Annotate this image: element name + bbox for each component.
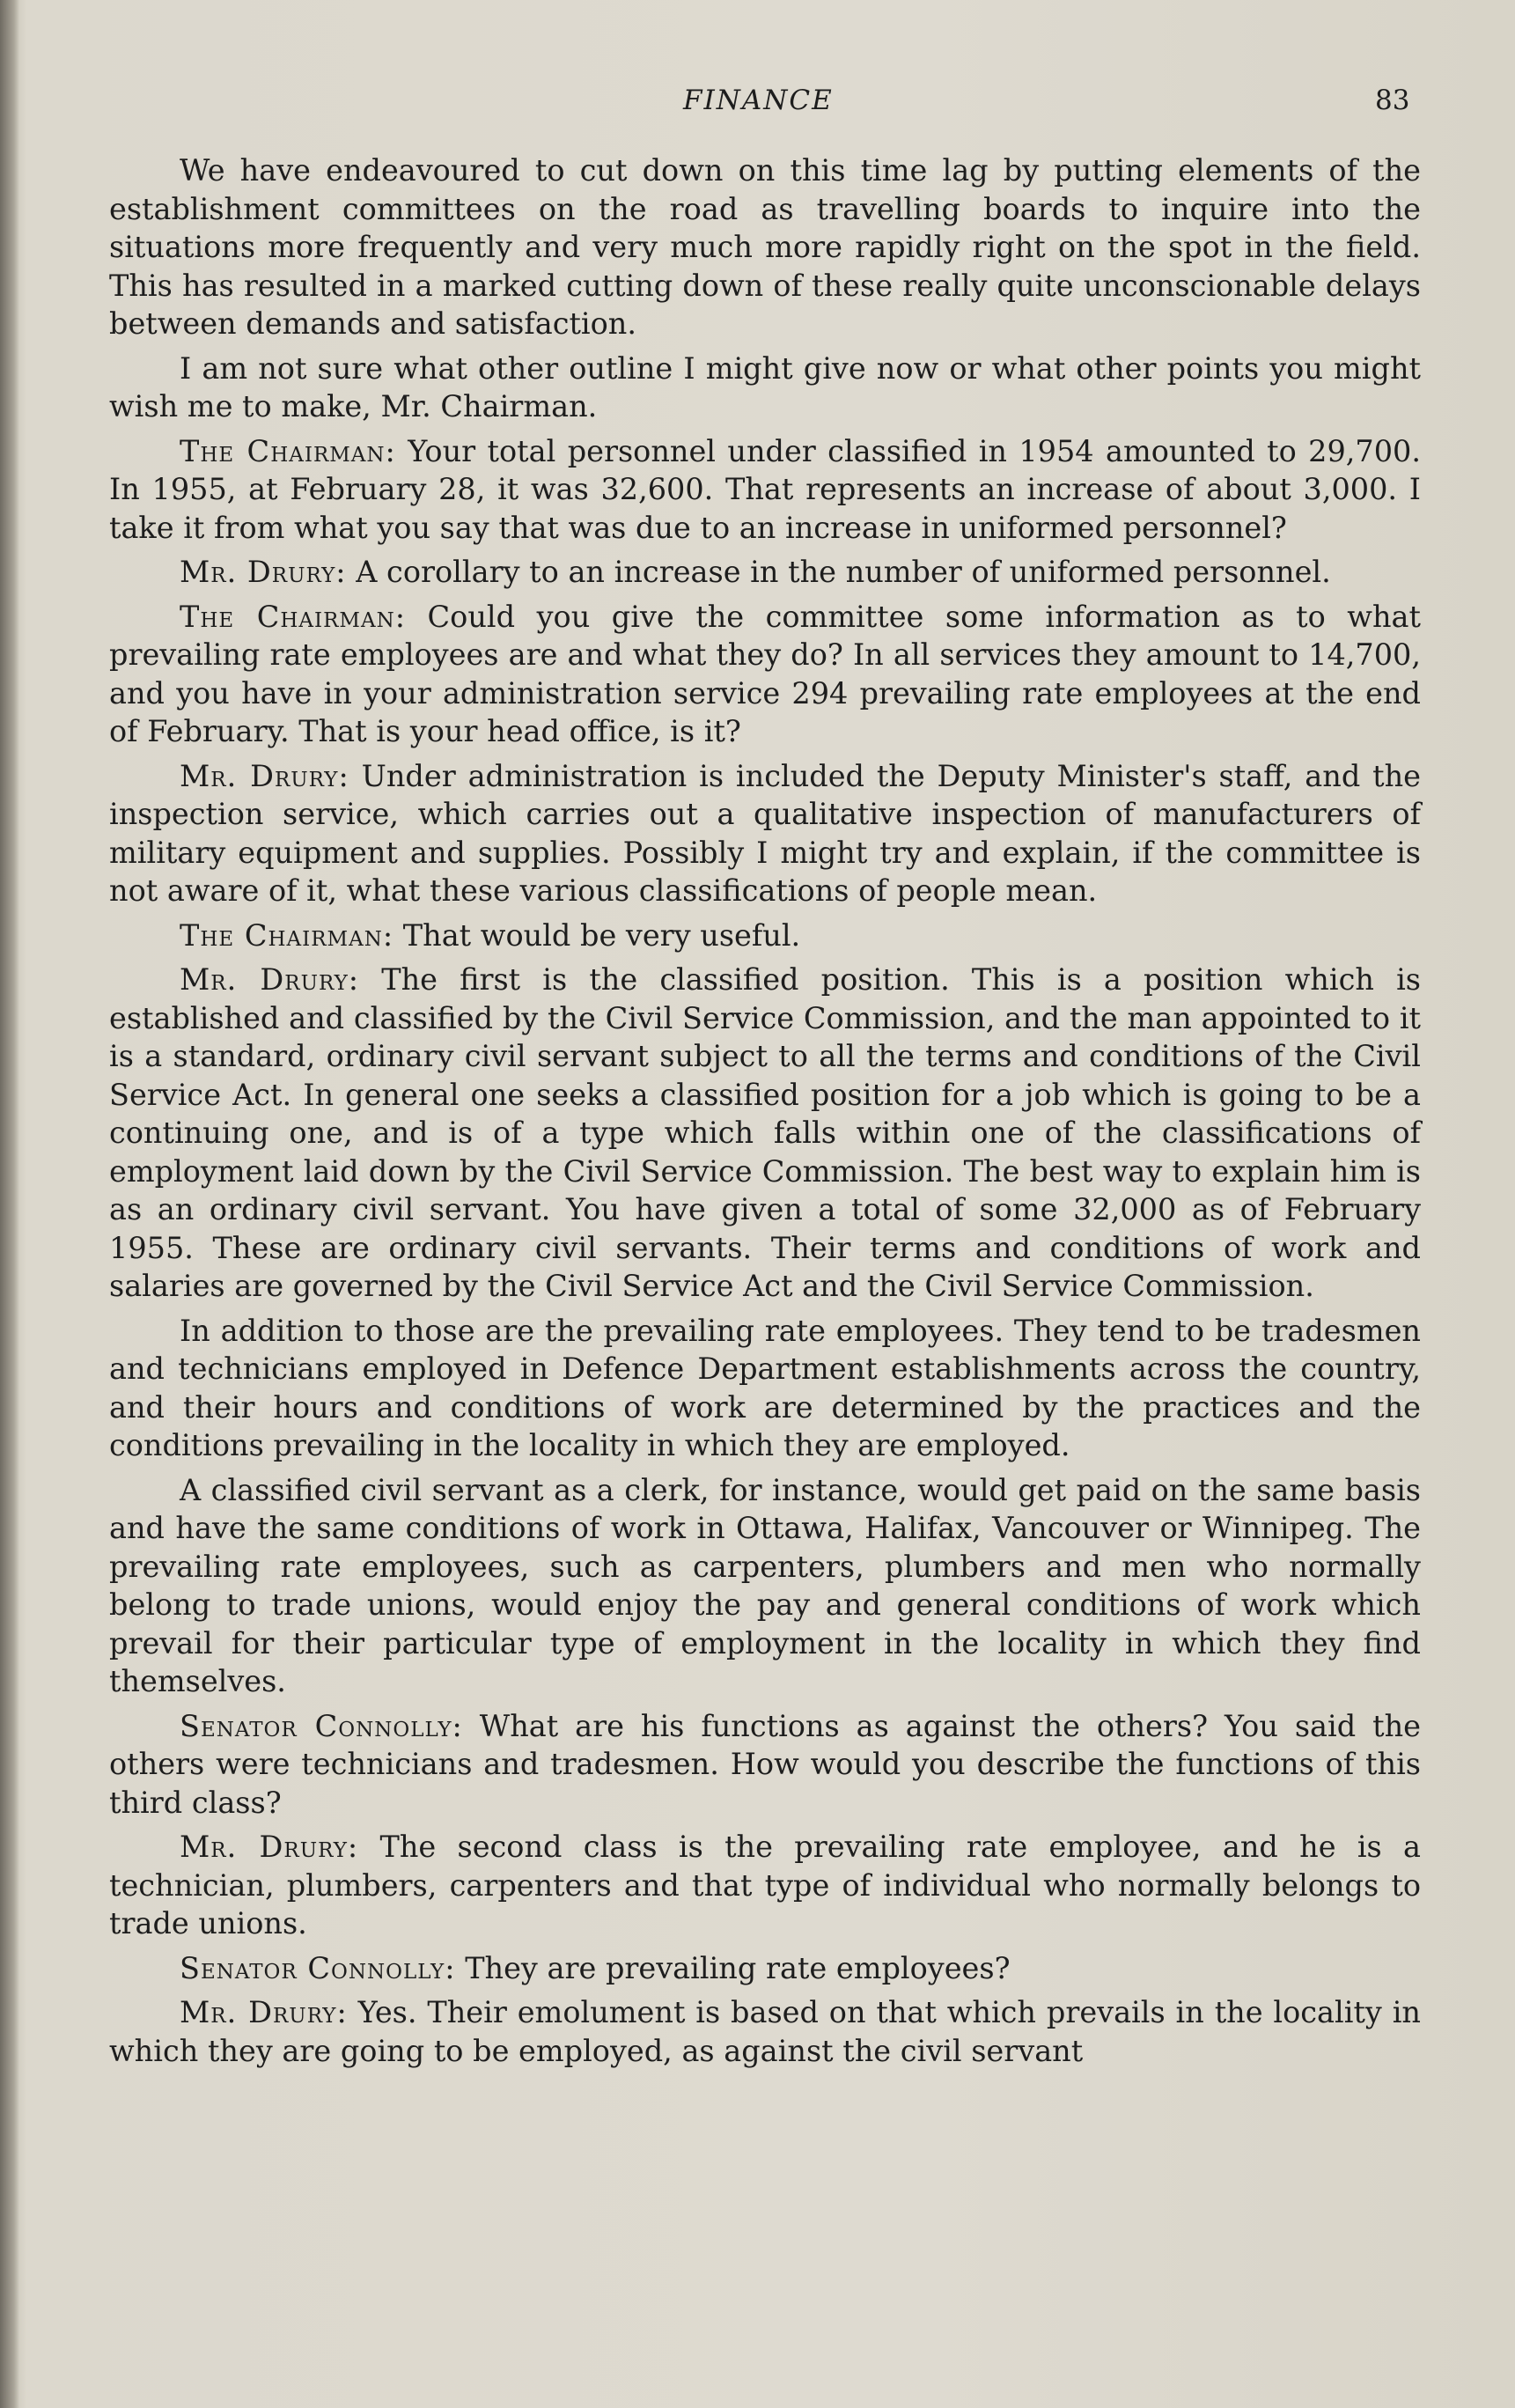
paragraph-text: Your total personnel under classified in 1954 amounted to 29,700. In 1955, at February 28, it was 32,600. That represents an increase of about 3,000. I take it from what you say that was due to an increase in uniformed personnel? <box>109 433 1422 545</box>
body-text <box>109 151 1421 2076</box>
speaker-label: Senator Connolly: <box>180 1708 463 1743</box>
paragraph-text: Under administration is included the Deputy Minister's staff, and the inspection service, which carries out a qualitative inspection of manufacturers of military equipment and supplies. Possibly I might try and explain, if the committee is not aware of it, what these various classifications of people mean. <box>109 758 1421 908</box>
running-head: FINANCE <box>683 85 834 116</box>
paragraph-text: In addition to those are the prevailing rate employees. They tend to be tradesmen and technicians employed in Defence Department establishments across the country, and their hours and conditions of work are determined by the practices and the conditions prevailing in the locality in which they are employed. <box>109 1313 1421 1462</box>
speaker-label: Mr. Drury: <box>180 962 360 997</box>
paragraph <box>109 961 1421 1306</box>
paragraph <box>109 1707 1421 1823</box>
page-number: 83 <box>1375 85 1410 116</box>
paragraph <box>109 553 1421 592</box>
paragraph-text: A classified civil servant as a clerk, for instance, would get paid on the same basis and have the same conditions of work in Ottawa, Halifax, Vancouver or Winnipeg. The prevailing rate employees, such as carpenters, plumbers and men who normally belong to trade unions, would enjoy the pay and general conditions of work which prevail for their particular type of employment in the locality in which they find themselves. <box>109 1472 1421 1698</box>
speaker-label: Mr. Drury: <box>180 1995 348 2029</box>
paragraph <box>109 151 1421 343</box>
paragraph-text: Yes. Their emolument is based on that which prevails in the locality in which they are going to be employed, as against the civil servant <box>109 1995 1421 2068</box>
book-binding-edge <box>0 0 19 2408</box>
paragraph <box>109 1312 1421 1465</box>
paragraph-text: Could you give the committee some information as to what prevailing rate employees are and what they do? In all services they amount to 14,700, and you have in your administration service 294 prevailing rate employees at the end of February. That is your head office, is it? <box>109 599 1421 748</box>
speaker-label: The Chairman: <box>180 917 394 953</box>
paragraph <box>109 917 1421 955</box>
paragraph <box>109 1993 1421 2070</box>
paragraph-text: The second class is the prevailing rate employee, and he is a technician, plumbers, carpenters and that type of individual who normally belongs to trade unions. <box>109 1830 1422 1940</box>
speaker-label: Mr. Drury: <box>180 1830 359 1864</box>
speaker-label: Mr. Drury: <box>180 758 349 793</box>
paragraph <box>109 598 1421 751</box>
paragraph-text: They are prevailing rate employees? <box>465 1950 1011 1985</box>
paragraph-text: That would be very useful. <box>402 917 801 953</box>
paragraph <box>109 1949 1421 1988</box>
speaker-label: Senator Connolly: <box>180 1950 456 1985</box>
paragraph <box>109 350 1421 426</box>
paragraph-text: What are his functions as against the others? You said the others were technicians and tradesmen. How would you describe the functions of this third class? <box>109 1708 1421 1820</box>
paragraph-text: We have endeavoured to cut down on this time lag by putting elements of the establishment committees on the road as travelling boards to inquire into the situations more frequently and very much more rapidly right on the spot in the field. This has resulted in a marked cutting down of these really quite unconscionable delays between demands and satisfaction. <box>109 153 1421 341</box>
paragraph-text: The first is the classified position. This is a position which is established and classified by the Civil Service Commission, and the man appointed to it is a standard, ordinary civil servant subject to all the terms and conditions of the Civil Service Act. In general one seeks a classified position for a job which is going to be a continuing one, and is of a type which falls within one of the classifications of employment laid down by the Civil Service Commission. The best way to explain him is as an ordinary civil servant. You have given a total of some 32,000 as of February 1955. These are ordinary civil servants. Their terms and conditions of work and salaries are governed by the Civil Service Act and the Civil Service Commission. <box>109 962 1421 1303</box>
paragraph <box>109 757 1421 910</box>
paragraph <box>109 432 1421 548</box>
paragraph-text: I am not sure what other outline I might give now or what other points you might wish me to make, Mr. Chairman. <box>109 350 1421 423</box>
page-header <box>0 85 1515 123</box>
paragraph <box>109 1471 1421 1701</box>
speaker-label: The Chairman: <box>180 433 396 468</box>
paragraph <box>109 1828 1421 1943</box>
paragraph-text: A corollary to an increase in the number of uniformed personnel. <box>356 555 1331 589</box>
speaker-label: Mr. Drury: <box>180 555 347 589</box>
speaker-label: The Chairman: <box>180 599 406 634</box>
